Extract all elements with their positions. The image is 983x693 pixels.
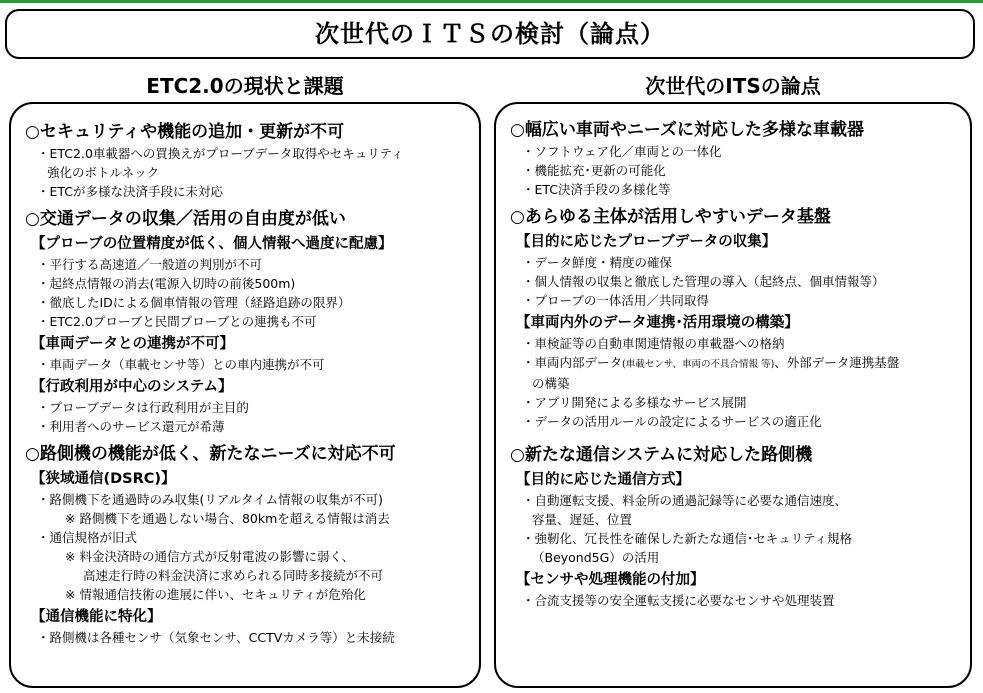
list-item: ・徹底したIDによる個車情報の管理（経路追跡の限界）	[37, 295, 351, 310]
list-item: ・路側機は各種センサ（気象センサ、CCTVカメラ等）と未接続	[37, 630, 395, 645]
list-item: ・利用者へのサービス還元が希薄	[37, 419, 225, 434]
subsection-heading: 【センサや処理機能の付加】	[516, 572, 705, 588]
section-heading: ○新たな通信システムに対応した路側機	[510, 445, 813, 465]
list-item-text: 、外部データ連携基盤	[774, 355, 900, 370]
note-item: 高速走行時の料金決済に求められる同時多接続が不可	[83, 568, 384, 583]
note-item: ※ 料金決済時の通信方式が反射電波の影響に弱く、	[65, 549, 355, 564]
subsection-heading: 【狭域通信(DSRC)】	[31, 471, 176, 487]
list-item-text: ・車両内部データ	[522, 355, 623, 370]
list-item: ・車検証等の自動車関連情報の車載器への格納	[522, 336, 785, 351]
list-item: ・自動運転支援、料金所の通過記録等に必要な通信速度、	[522, 493, 848, 508]
section-heading: ○あらゆる主体が活用しやすいデータ基盤	[510, 207, 831, 227]
list-item: （Beyond5G）の活用	[532, 550, 660, 565]
section-heading: ○交通データの収集／活用の自由度が低い	[25, 209, 346, 229]
list-item: ・強靭化、冗長性を確保した新たな通信･セキュリティ規格	[522, 531, 853, 546]
list-item: ・データの活用ルールの設定によるサービスの適正化	[522, 414, 822, 429]
list-item: ・アプリ開発による多様なサービス展開	[522, 395, 747, 410]
list-item: ・ETC決済手段の多様化等	[522, 182, 671, 197]
subsection-heading: 【通信機能に特化】	[31, 609, 162, 625]
list-item: ・平行する高速道／一般道の判別が不可	[37, 257, 263, 272]
list-item: ・ETCが多様な決済手段に未対応	[37, 184, 224, 199]
list-item-small-text: (車載センサ、車両の不具合情報 等)	[622, 359, 775, 370]
section-heading: ○セキュリティや機能の追加・更新が不可	[25, 122, 345, 142]
list-item: ・プローブの一体活用／共同取得	[522, 293, 709, 308]
list-item: ・通信規格が旧式	[37, 530, 138, 545]
list-item: ・個人情報の収集と徹底した管理の導入（起終点、個車情報等）	[522, 274, 885, 289]
subsection-heading: 【車両データとの連携が不可】	[31, 336, 234, 352]
subsection-heading: 【行政利用が中心のシステム】	[31, 379, 233, 395]
list-item: ・データ鮮度・精度の確保	[522, 255, 673, 270]
list-item: ・ETC2.0車載器への買換えがプローブデータ取得やセキュリティ	[37, 146, 404, 161]
note-item: ※ 情報通信技術の進展に伴い、セキュリティが危殆化	[65, 587, 366, 602]
top-accent-line	[0, 0, 983, 3]
list-item: 容量、遅延、位置	[532, 512, 633, 527]
section-heading: ○幅広い車両やニーズに対応した多様な車載器	[510, 120, 864, 140]
section-heading: ○路側機の機能が低く、新たなニーズに対応不可	[25, 444, 396, 464]
page-title: 次世代のＩＴＳの検討（論点）	[5, 9, 975, 59]
list-item: ・ETC2.0プローブと民間プローブとの連携も不可	[37, 314, 317, 329]
subsection-heading: 【目的に応じたプローブデータの収集】	[516, 234, 777, 250]
list-item: ・起終点情報の消去(電源入切時の前後500m)	[37, 276, 296, 291]
list-item	[522, 353, 966, 374]
subsection-heading: 【プローブの位置精度が低く、個人情報へ過度に配慮】	[31, 236, 393, 252]
right-column-heading: 次世代のITSの論点	[645, 74, 821, 98]
list-item: ・プローブデータは行政利用が主目的	[37, 400, 249, 415]
subsection-heading: 【車両内外のデータ連携･活用環境の構築】	[516, 315, 799, 331]
list-item: ・合流支援等の安全運転支援に必要なセンサや処理装置	[522, 593, 835, 608]
list-item: 強化のボトルネック	[47, 165, 160, 180]
current-status-panel	[9, 102, 481, 688]
left-column-heading: ETC2.0の現状と課題	[146, 74, 344, 98]
list-item: ・路側機下を通過時のみ収集(リアルタイム情報の収集が不可)	[37, 492, 384, 507]
list-item: の構築	[532, 376, 570, 391]
list-item: ・機能拡充･更新の可能化	[522, 163, 666, 178]
list-item: ・ソフトウェア化／車両との一体化	[522, 144, 722, 159]
list-item: ・車両データ（車載センサ等）との車内連携が不可	[37, 357, 325, 372]
next-gen-issues-panel	[494, 102, 972, 688]
subsection-heading: 【目的に応じた通信方式】	[516, 472, 690, 488]
note-item: ※ 路側機下を通過しない場合、80kmを超える情報は消去	[65, 511, 390, 526]
